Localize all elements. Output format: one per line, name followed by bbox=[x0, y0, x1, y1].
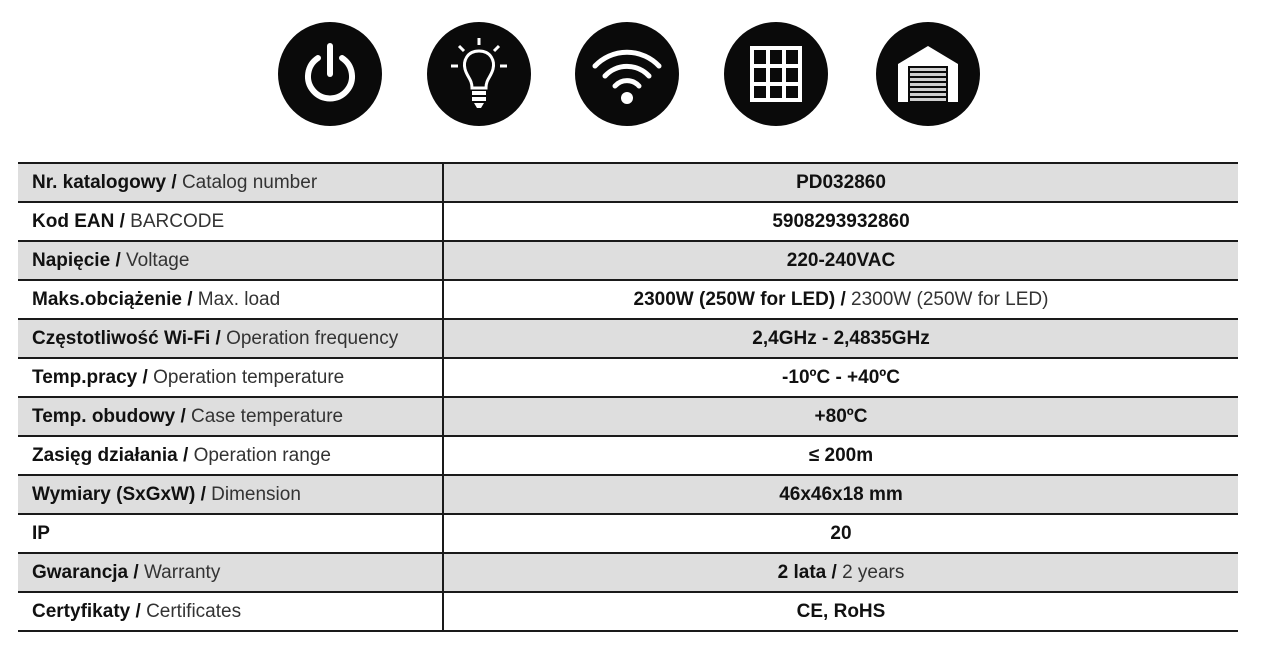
row-label: Wymiary (SxGxW) / Dimension bbox=[18, 475, 443, 514]
table-row bbox=[18, 553, 1238, 592]
row-value: 2300W (250W for LED) / 2300W (250W for LED) bbox=[443, 280, 1238, 319]
row-value: 46x46x18 mm bbox=[443, 475, 1238, 514]
specification-table bbox=[18, 162, 1238, 632]
row-value: 220-240VAC bbox=[443, 241, 1238, 280]
power-icon bbox=[278, 22, 382, 126]
table-row bbox=[18, 202, 1238, 241]
table-row bbox=[18, 397, 1238, 436]
row-label: IP bbox=[18, 514, 443, 553]
row-value: +80ºC bbox=[443, 397, 1238, 436]
row-label: Temp. obudowy / Case temperature bbox=[18, 397, 443, 436]
row-label: Zasięg działania / Operation range bbox=[18, 436, 443, 475]
table-row bbox=[18, 280, 1238, 319]
table-row bbox=[18, 163, 1238, 202]
feature-icons bbox=[0, 22, 1262, 132]
light-bulb-icon bbox=[427, 22, 531, 126]
row-value: ≤ 200m bbox=[443, 436, 1238, 475]
row-label: Maks.obciążenie / Max. load bbox=[18, 280, 443, 319]
row-value: -10ºC - +40ºC bbox=[443, 358, 1238, 397]
row-value: 2 lata / 2 years bbox=[443, 553, 1238, 592]
row-value: PD032860 bbox=[443, 163, 1238, 202]
row-label: Napięcie / Voltage bbox=[18, 241, 443, 280]
table-row bbox=[18, 358, 1238, 397]
table-row bbox=[18, 436, 1238, 475]
row-label: Certyfikaty / Certificates bbox=[18, 592, 443, 631]
garage-door-icon bbox=[876, 22, 980, 126]
table-row bbox=[18, 475, 1238, 514]
row-label: Kod EAN / BARCODE bbox=[18, 202, 443, 241]
row-label: Gwarancja / Warranty bbox=[18, 553, 443, 592]
row-value: 20 bbox=[443, 514, 1238, 553]
row-value: 5908293932860 bbox=[443, 202, 1238, 241]
row-label: Temp.pracy / Operation temperature bbox=[18, 358, 443, 397]
table-row bbox=[18, 319, 1238, 358]
wifi-icon bbox=[575, 22, 679, 126]
table-row bbox=[18, 514, 1238, 553]
table-row bbox=[18, 241, 1238, 280]
row-label: Częstotliwość Wi-Fi / Operation frequency bbox=[18, 319, 443, 358]
row-value: CE, RoHS bbox=[443, 592, 1238, 631]
table-row bbox=[18, 592, 1238, 631]
row-value: 2,4GHz - 2,4835GHz bbox=[443, 319, 1238, 358]
window-icon bbox=[724, 22, 828, 126]
row-label: Nr. katalogowy / Catalog number bbox=[18, 163, 443, 202]
